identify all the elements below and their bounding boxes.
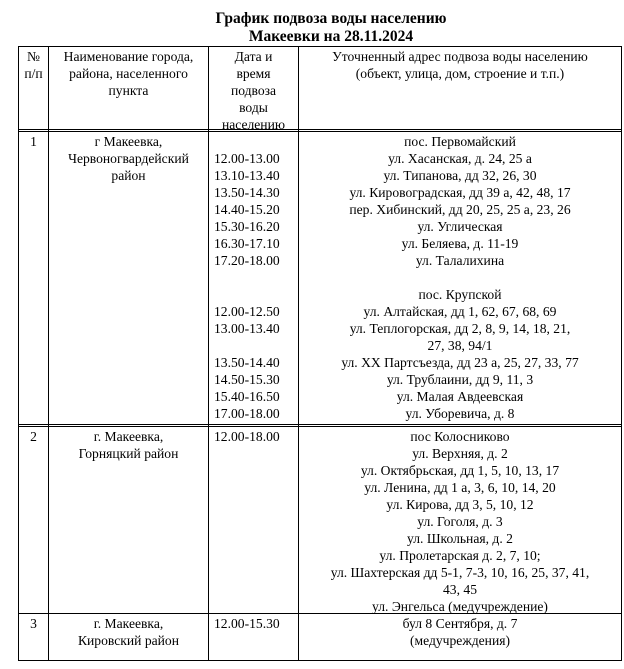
row-place: г. Макеевка, Кировский район xyxy=(77,616,180,648)
row-times: 12.00-15.30 xyxy=(214,616,280,631)
row-num: 3 xyxy=(30,616,37,631)
row-times: 12.00-18.00 xyxy=(214,429,280,444)
row-addresses: бул 8 Сентября, д. 7 (медучреждения) xyxy=(402,616,518,648)
row-addresses: пос Колосниково ул. Верхняя, д. 2 ул. Октябрьская, дд 1, 5, 10, 13, 17 ул. Ленина, дд 1 а, 3, 6, 10, 14, 20 ул. Кирова, дд 3, 5, 10, 12 ул. Гоголя, д. 3 ул. Школьная, д. 2 ул. Пролетарская д. 2, 7, 10; ул. Шахтерская дд 5-1, 7-3, 10, 16, 25, 37, 41, 43, 45 ул. Энгельса (медучреждение) xyxy=(330,429,590,614)
row-num: 1 xyxy=(30,134,37,149)
header-num: № п/п xyxy=(24,49,43,81)
row-place: г Макеевка, Червоногвардейский район xyxy=(68,134,189,183)
header-address: Уточненный адрес подвоза воды населению (объект, улица, дом, строение и т.п.) xyxy=(332,49,588,81)
row-num: 2 xyxy=(30,429,37,444)
row-addresses: пос. Первомайский ул. Хасанская, д. 24, 25 а ул. Типанова, дд 32, 26, 30 ул. Кировоградская, дд 39 а, 42, 48, 17 пер. Хибинский, дд 20, 25, 25 а, 23, 26 ул. Углическая ул. Беляева, д. 11-19 ул. Талалихина пос. Крупской ул. Алтайская, дд 1, 62, 67, 68, 69 ул. Теплогорская, дд 2, 8, 9, 14, 18, 21, 27, 38, 94/1 ул. XX Партсъезда, дд 23 а, 25, 27, 33, 77 ул. Трублаини, дд 9, 11, 3 ул. Малая Авдеевская ул. Уборевича, д. 8 xyxy=(341,134,579,421)
row-times: 12.00-13.00 13.10-13.40 13.50-14.30 14.40-15.20 15.30-16.20 16.30-17.10 17.20-18.00 12.00-12.50 13.00-13.40 13.50-14.40 14.50-15.30 15.40-16.50 17.00-18.00 xyxy=(214,151,280,421)
header-place: Наименование города, района, населенного пункта xyxy=(63,49,194,98)
document-title-line1: График подвоза воды населению xyxy=(215,10,447,27)
header-time: Дата и время подвоза воды населению xyxy=(221,49,286,132)
row-place: г. Макеевка, Горняцкий район xyxy=(78,429,179,461)
document-title-line2: Макеевки на 28.11.2024 xyxy=(248,28,414,45)
